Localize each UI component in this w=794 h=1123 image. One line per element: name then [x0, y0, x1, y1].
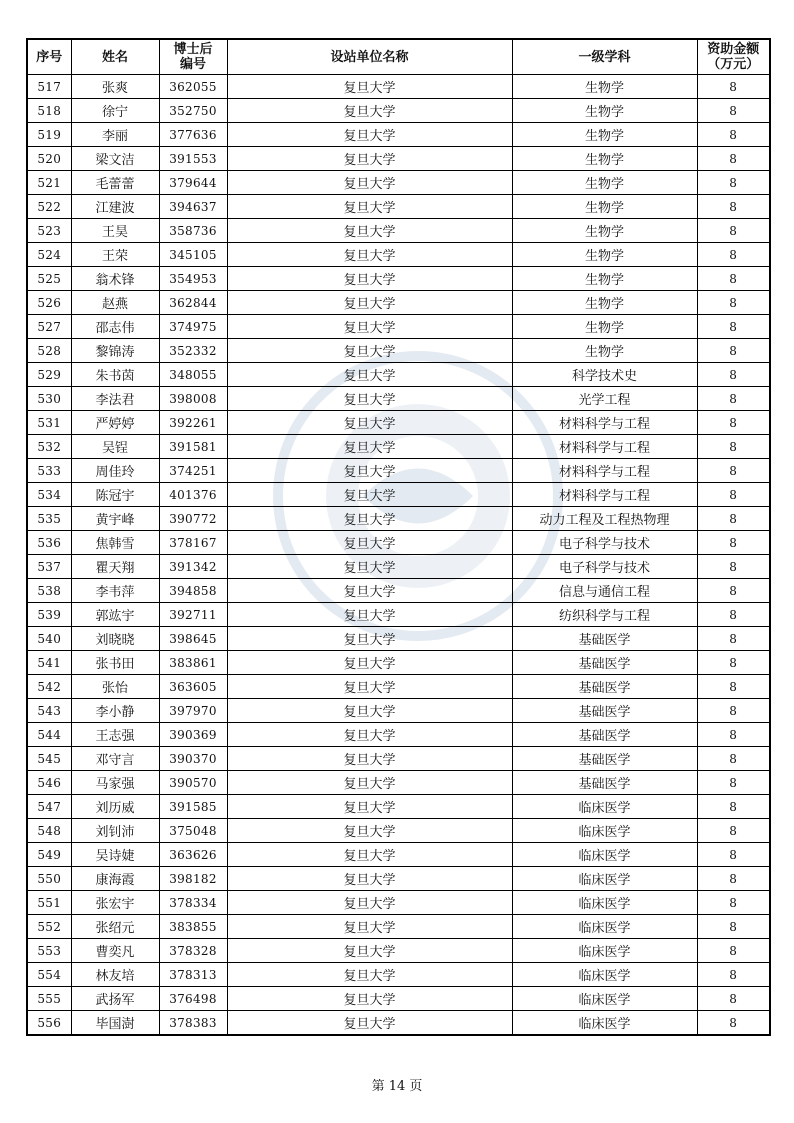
row-name: 赵燕: [71, 291, 159, 315]
row-index: 526: [27, 291, 71, 315]
row-name: 张绍元: [71, 915, 159, 939]
table-row: [27, 219, 770, 243]
row-unit: 复旦大学: [227, 123, 512, 147]
row-discipline: 临床医学: [512, 939, 697, 963]
row-index: 519: [27, 123, 71, 147]
row-name: 严婷婷: [71, 411, 159, 435]
row-amount: 8: [697, 219, 770, 243]
row-name: 李小静: [71, 699, 159, 723]
header-name: 姓名: [71, 39, 159, 75]
row-amount: 8: [697, 723, 770, 747]
row-amount: 8: [697, 483, 770, 507]
row-postdoc-id: 398645: [159, 627, 227, 651]
row-unit: 复旦大学: [227, 675, 512, 699]
row-postdoc-id: 390370: [159, 747, 227, 771]
row-postdoc-id: 379644: [159, 171, 227, 195]
row-name: 刘晓晓: [71, 627, 159, 651]
row-amount: 8: [697, 531, 770, 555]
row-unit: 复旦大学: [227, 819, 512, 843]
row-amount: 8: [697, 627, 770, 651]
row-index: 538: [27, 579, 71, 603]
row-amount: 8: [697, 99, 770, 123]
row-index: 544: [27, 723, 71, 747]
row-discipline: 临床医学: [512, 915, 697, 939]
table-row: [27, 651, 770, 675]
row-name: 徐宁: [71, 99, 159, 123]
table-row: [27, 291, 770, 315]
row-postdoc-id: 378383: [159, 1011, 227, 1036]
row-index: 549: [27, 843, 71, 867]
row-unit: 复旦大学: [227, 555, 512, 579]
table-row: [27, 147, 770, 171]
row-amount: 8: [697, 819, 770, 843]
row-index: 535: [27, 507, 71, 531]
row-amount: 8: [697, 195, 770, 219]
row-discipline: 生物学: [512, 171, 697, 195]
table-row: [27, 243, 770, 267]
row-discipline: 基础医学: [512, 651, 697, 675]
table-row: [27, 531, 770, 555]
row-index: 537: [27, 555, 71, 579]
row-amount: 8: [697, 363, 770, 387]
row-postdoc-id: 354953: [159, 267, 227, 291]
table-row: [27, 987, 770, 1011]
row-discipline: 临床医学: [512, 795, 697, 819]
row-amount: 8: [697, 843, 770, 867]
table-row: [27, 507, 770, 531]
row-name: 张爽: [71, 75, 159, 99]
row-name: 黎锦涛: [71, 339, 159, 363]
row-postdoc-id: 363605: [159, 675, 227, 699]
row-postdoc-id: 390570: [159, 771, 227, 795]
row-index: 525: [27, 267, 71, 291]
row-name: 梁文洁: [71, 147, 159, 171]
row-unit: 复旦大学: [227, 939, 512, 963]
row-index: 551: [27, 891, 71, 915]
row-amount: 8: [697, 411, 770, 435]
row-postdoc-id: 391553: [159, 147, 227, 171]
table-row: [27, 363, 770, 387]
row-amount: 8: [697, 651, 770, 675]
row-name: 曹奕凡: [71, 939, 159, 963]
row-name: 吴诗婕: [71, 843, 159, 867]
row-discipline: 临床医学: [512, 867, 697, 891]
row-discipline: 生物学: [512, 99, 697, 123]
table-row: [27, 963, 770, 987]
row-unit: 复旦大学: [227, 651, 512, 675]
table-row: [27, 459, 770, 483]
row-postdoc-id: 348055: [159, 363, 227, 387]
row-index: 522: [27, 195, 71, 219]
row-name: 邵志伟: [71, 315, 159, 339]
row-amount: 8: [697, 123, 770, 147]
row-unit: 复旦大学: [227, 99, 512, 123]
table-row: [27, 675, 770, 699]
table-row: [27, 411, 770, 435]
row-discipline: 临床医学: [512, 891, 697, 915]
row-postdoc-id: 352750: [159, 99, 227, 123]
row-discipline: 光学工程: [512, 387, 697, 411]
row-amount: 8: [697, 747, 770, 771]
row-name: 刘历威: [71, 795, 159, 819]
row-unit: 复旦大学: [227, 891, 512, 915]
table-row: [27, 699, 770, 723]
row-unit: 复旦大学: [227, 75, 512, 99]
row-unit: 复旦大学: [227, 843, 512, 867]
row-postdoc-id: 352332: [159, 339, 227, 363]
row-unit: 复旦大学: [227, 291, 512, 315]
row-name: 郭竑宇: [71, 603, 159, 627]
row-unit: 复旦大学: [227, 963, 512, 987]
row-discipline: 生物学: [512, 123, 697, 147]
row-unit: 复旦大学: [227, 579, 512, 603]
row-name: 焦韩雪: [71, 531, 159, 555]
row-amount: 8: [697, 243, 770, 267]
row-index: 534: [27, 483, 71, 507]
row-unit: 复旦大学: [227, 267, 512, 291]
row-amount: 8: [697, 291, 770, 315]
row-index: 520: [27, 147, 71, 171]
row-name: 翁术锋: [71, 267, 159, 291]
row-index: 550: [27, 867, 71, 891]
row-index: 517: [27, 75, 71, 99]
row-postdoc-id: 378328: [159, 939, 227, 963]
row-discipline: 电子科学与技术: [512, 531, 697, 555]
row-unit: 复旦大学: [227, 435, 512, 459]
row-amount: 8: [697, 891, 770, 915]
row-index: 536: [27, 531, 71, 555]
row-amount: 8: [697, 507, 770, 531]
row-index: 553: [27, 939, 71, 963]
row-name: 毕国澍: [71, 1011, 159, 1036]
row-postdoc-id: 358736: [159, 219, 227, 243]
table-row: [27, 171, 770, 195]
row-discipline: 信息与通信工程: [512, 579, 697, 603]
row-postdoc-id: 392711: [159, 603, 227, 627]
table-row: [27, 387, 770, 411]
row-amount: 8: [697, 939, 770, 963]
row-amount: 8: [697, 699, 770, 723]
row-discipline: 生物学: [512, 219, 697, 243]
table-row: [27, 891, 770, 915]
row-amount: 8: [697, 171, 770, 195]
row-index: 528: [27, 339, 71, 363]
funding-roster-table: [26, 38, 771, 1036]
table-header-row: [27, 39, 770, 75]
row-index: 552: [27, 915, 71, 939]
row-amount: 8: [697, 315, 770, 339]
row-unit: 复旦大学: [227, 507, 512, 531]
row-amount: 8: [697, 1011, 770, 1036]
row-name: 王荣: [71, 243, 159, 267]
table-row: [27, 195, 770, 219]
row-discipline: 电子科学与技术: [512, 555, 697, 579]
row-unit: 复旦大学: [227, 219, 512, 243]
row-index: 542: [27, 675, 71, 699]
table-row: [27, 867, 770, 891]
row-postdoc-id: 363626: [159, 843, 227, 867]
row-postdoc-id: 398008: [159, 387, 227, 411]
row-amount: 8: [697, 771, 770, 795]
table-row: [27, 75, 770, 99]
row-discipline: 纺织科学与工程: [512, 603, 697, 627]
row-name: 李韦萍: [71, 579, 159, 603]
row-amount: 8: [697, 75, 770, 99]
table-row: [27, 99, 770, 123]
row-unit: 复旦大学: [227, 987, 512, 1011]
row-unit: 复旦大学: [227, 483, 512, 507]
row-postdoc-id: 392261: [159, 411, 227, 435]
row-unit: 复旦大学: [227, 795, 512, 819]
row-index: 533: [27, 459, 71, 483]
row-postdoc-id: 374251: [159, 459, 227, 483]
table-row: [27, 747, 770, 771]
row-unit: 复旦大学: [227, 771, 512, 795]
row-postdoc-id: 362055: [159, 75, 227, 99]
row-discipline: 临床医学: [512, 843, 697, 867]
row-discipline: 基础医学: [512, 627, 697, 651]
row-name: 吴锃: [71, 435, 159, 459]
row-discipline: 基础医学: [512, 675, 697, 699]
row-index: 540: [27, 627, 71, 651]
table-row: [27, 483, 770, 507]
row-index: 532: [27, 435, 71, 459]
row-postdoc-id: 390772: [159, 507, 227, 531]
row-discipline: 生物学: [512, 195, 697, 219]
row-index: 556: [27, 1011, 71, 1036]
row-name: 马家强: [71, 771, 159, 795]
row-discipline: 临床医学: [512, 1011, 697, 1036]
row-amount: 8: [697, 147, 770, 171]
row-unit: 复旦大学: [227, 387, 512, 411]
header-amount: 资助金额 （万元）: [697, 39, 770, 75]
row-postdoc-id: 394637: [159, 195, 227, 219]
row-amount: 8: [697, 795, 770, 819]
row-index: 521: [27, 171, 71, 195]
row-discipline: 生物学: [512, 267, 697, 291]
row-postdoc-id: 397970: [159, 699, 227, 723]
row-postdoc-id: 374975: [159, 315, 227, 339]
row-name: 邓守言: [71, 747, 159, 771]
header-postdoc-id: 博士后 编号: [159, 39, 227, 75]
row-amount: 8: [697, 675, 770, 699]
row-postdoc-id: 378334: [159, 891, 227, 915]
row-amount: 8: [697, 555, 770, 579]
row-amount: 8: [697, 603, 770, 627]
row-amount: 8: [697, 987, 770, 1011]
row-unit: 复旦大学: [227, 195, 512, 219]
table-row: [27, 603, 770, 627]
row-name: 李法君: [71, 387, 159, 411]
header-discipline: 一级学科: [512, 39, 697, 75]
row-discipline: 生物学: [512, 339, 697, 363]
row-postdoc-id: 383861: [159, 651, 227, 675]
row-postdoc-id: 401376: [159, 483, 227, 507]
row-name: 瞿天翔: [71, 555, 159, 579]
row-unit: 复旦大学: [227, 339, 512, 363]
row-amount: 8: [697, 963, 770, 987]
row-unit: 复旦大学: [227, 147, 512, 171]
row-discipline: 生物学: [512, 147, 697, 171]
row-index: 555: [27, 987, 71, 1011]
row-index: 554: [27, 963, 71, 987]
row-index: 518: [27, 99, 71, 123]
row-discipline: 基础医学: [512, 723, 697, 747]
header-index: 序号: [27, 39, 71, 75]
row-discipline: 临床医学: [512, 819, 697, 843]
row-name: 周佳玲: [71, 459, 159, 483]
row-name: 黄宇峰: [71, 507, 159, 531]
row-unit: 复旦大学: [227, 1011, 512, 1036]
row-discipline: 科学技术史: [512, 363, 697, 387]
row-unit: 复旦大学: [227, 603, 512, 627]
row-discipline: 动力工程及工程热物理: [512, 507, 697, 531]
row-postdoc-id: 391585: [159, 795, 227, 819]
row-amount: 8: [697, 915, 770, 939]
table-row: [27, 1011, 770, 1036]
row-name: 江建波: [71, 195, 159, 219]
row-index: 543: [27, 699, 71, 723]
row-postdoc-id: 394858: [159, 579, 227, 603]
table-row: [27, 771, 770, 795]
row-unit: 复旦大学: [227, 243, 512, 267]
row-amount: 8: [697, 267, 770, 291]
row-index: 547: [27, 795, 71, 819]
table-row: [27, 723, 770, 747]
row-unit: 复旦大学: [227, 699, 512, 723]
table-row: [27, 795, 770, 819]
table-row: [27, 123, 770, 147]
row-discipline: 材料科学与工程: [512, 411, 697, 435]
row-name: 康海霞: [71, 867, 159, 891]
row-name: 王志强: [71, 723, 159, 747]
row-index: 539: [27, 603, 71, 627]
table-row: [27, 843, 770, 867]
row-amount: 8: [697, 579, 770, 603]
row-name: 王昊: [71, 219, 159, 243]
row-name: 朱书茵: [71, 363, 159, 387]
row-unit: 复旦大学: [227, 723, 512, 747]
row-discipline: 材料科学与工程: [512, 435, 697, 459]
row-unit: 复旦大学: [227, 915, 512, 939]
row-amount: 8: [697, 339, 770, 363]
row-postdoc-id: 383855: [159, 915, 227, 939]
row-unit: 复旦大学: [227, 867, 512, 891]
row-unit: 复旦大学: [227, 315, 512, 339]
row-postdoc-id: 391342: [159, 555, 227, 579]
row-name: 张怡: [71, 675, 159, 699]
row-discipline: 基础医学: [512, 747, 697, 771]
row-index: 527: [27, 315, 71, 339]
row-unit: 复旦大学: [227, 627, 512, 651]
row-postdoc-id: 362844: [159, 291, 227, 315]
row-postdoc-id: 391581: [159, 435, 227, 459]
row-discipline: 生物学: [512, 315, 697, 339]
row-index: 548: [27, 819, 71, 843]
row-amount: 8: [697, 867, 770, 891]
row-index: 531: [27, 411, 71, 435]
table-row: [27, 939, 770, 963]
row-postdoc-id: 390369: [159, 723, 227, 747]
row-name: 刘钊沛: [71, 819, 159, 843]
row-unit: 复旦大学: [227, 363, 512, 387]
row-postdoc-id: 345105: [159, 243, 227, 267]
row-postdoc-id: 377636: [159, 123, 227, 147]
row-postdoc-id: 376498: [159, 987, 227, 1011]
table-row: [27, 435, 770, 459]
row-discipline: 临床医学: [512, 987, 697, 1011]
row-index: 529: [27, 363, 71, 387]
row-name: 张书田: [71, 651, 159, 675]
header-unit: 设站单位名称: [227, 39, 512, 75]
row-postdoc-id: 378313: [159, 963, 227, 987]
row-unit: 复旦大学: [227, 747, 512, 771]
table-body: [27, 75, 770, 1036]
table-row: [27, 627, 770, 651]
table-row: [27, 267, 770, 291]
row-name: 李丽: [71, 123, 159, 147]
row-unit: 复旦大学: [227, 171, 512, 195]
row-index: 545: [27, 747, 71, 771]
row-amount: 8: [697, 459, 770, 483]
row-discipline: 临床医学: [512, 963, 697, 987]
row-name: 张宏宇: [71, 891, 159, 915]
table-row: [27, 339, 770, 363]
row-postdoc-id: 398182: [159, 867, 227, 891]
page-number: 第 14 页: [371, 1079, 423, 1094]
row-discipline: 基础医学: [512, 771, 697, 795]
row-amount: 8: [697, 435, 770, 459]
row-discipline: 基础医学: [512, 699, 697, 723]
table-row: [27, 579, 770, 603]
row-index: 546: [27, 771, 71, 795]
row-unit: 复旦大学: [227, 411, 512, 435]
table-row: [27, 915, 770, 939]
row-index: 523: [27, 219, 71, 243]
table-row: [27, 555, 770, 579]
row-discipline: 材料科学与工程: [512, 483, 697, 507]
row-index: 530: [27, 387, 71, 411]
table-row: [27, 819, 770, 843]
row-unit: 复旦大学: [227, 531, 512, 555]
row-name: 毛蕾蕾: [71, 171, 159, 195]
row-discipline: 生物学: [512, 75, 697, 99]
row-name: 武扬军: [71, 987, 159, 1011]
row-amount: 8: [697, 387, 770, 411]
row-postdoc-id: 378167: [159, 531, 227, 555]
row-name: 陈冠宇: [71, 483, 159, 507]
row-unit: 复旦大学: [227, 459, 512, 483]
row-index: 524: [27, 243, 71, 267]
row-discipline: 生物学: [512, 243, 697, 267]
row-discipline: 生物学: [512, 291, 697, 315]
row-name: 林友培: [71, 963, 159, 987]
row-discipline: 材料科学与工程: [512, 459, 697, 483]
table-row: [27, 315, 770, 339]
row-index: 541: [27, 651, 71, 675]
row-postdoc-id: 375048: [159, 819, 227, 843]
